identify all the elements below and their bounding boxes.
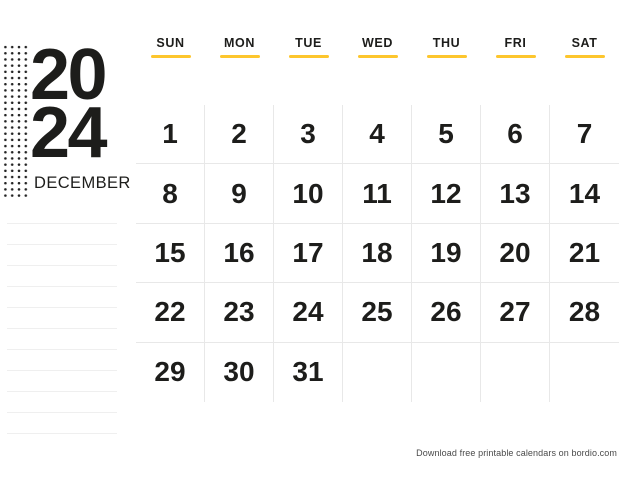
date-cell-4: 4 [343, 105, 412, 164]
weekday-underline [427, 55, 467, 58]
date-cell-5: 5 [412, 105, 481, 164]
date-cell-7: 7 [550, 105, 619, 164]
weekday-label: SUN [156, 36, 185, 50]
year-display [30, 35, 106, 173]
weekday-underline [565, 55, 605, 58]
date-cell-empty [481, 343, 550, 402]
year-line-2: 24 [30, 93, 106, 173]
weekday-underline [358, 55, 398, 58]
date-cell-empty [412, 343, 481, 402]
weekday-header-row [136, 36, 619, 58]
date-cell-6: 6 [481, 105, 550, 164]
calendar-grid [136, 105, 619, 402]
weekday-label: SAT [571, 36, 598, 50]
date-cell-26: 26 [412, 283, 481, 342]
date-cell-empty [343, 343, 412, 402]
date-cell-27: 27 [481, 283, 550, 342]
date-cell-3: 3 [274, 105, 343, 164]
date-cell-2: 2 [205, 105, 274, 164]
weekday-label: MON [224, 36, 255, 50]
date-cell-23: 23 [205, 283, 274, 342]
date-cell-19: 19 [412, 224, 481, 283]
date-cell-8: 8 [136, 164, 205, 223]
date-cell-17: 17 [274, 224, 343, 283]
weekday-label: WED [362, 36, 393, 50]
date-cell-12: 12 [412, 164, 481, 223]
date-cell-28: 28 [550, 283, 619, 342]
weekday-underline [151, 55, 191, 58]
weekday-header-wed [343, 36, 412, 58]
year-line-1: 20 [30, 35, 106, 115]
date-cell-11: 11 [343, 164, 412, 223]
date-cell-15: 15 [136, 224, 205, 283]
date-cell-25: 25 [343, 283, 412, 342]
weekday-header-mon [205, 36, 274, 58]
date-cell-13: 13 [481, 164, 550, 223]
date-cell-30: 30 [205, 343, 274, 402]
footer-credit: Download free printable calendars on bordio.com [416, 448, 617, 458]
date-cell-22: 22 [136, 283, 205, 342]
date-cell-9: 9 [205, 164, 274, 223]
date-cell-empty [550, 343, 619, 402]
month-title: DECEMBER [34, 174, 131, 192]
weekday-header-sat [550, 36, 619, 58]
weekday-underline [289, 55, 329, 58]
date-cell-20: 20 [481, 224, 550, 283]
date-cell-16: 16 [205, 224, 274, 283]
dots-pattern [2, 44, 29, 199]
date-cell-21: 21 [550, 224, 619, 283]
date-cell-10: 10 [274, 164, 343, 223]
date-cell-14: 14 [550, 164, 619, 223]
weekday-header-fri [481, 36, 550, 58]
weekday-label: TUE [295, 36, 322, 50]
notes-lines [7, 203, 117, 436]
weekday-header-thu [412, 36, 481, 58]
weekday-label: FRI [504, 36, 527, 50]
date-cell-18: 18 [343, 224, 412, 283]
date-cell-29: 29 [136, 343, 205, 402]
weekday-header-sun [136, 36, 205, 58]
weekday-header-tue [274, 36, 343, 58]
weekday-underline [220, 55, 260, 58]
weekday-underline [496, 55, 536, 58]
weekday-label: THU [432, 36, 461, 50]
date-cell-1: 1 [136, 105, 205, 164]
date-cell-24: 24 [274, 283, 343, 342]
date-cell-31: 31 [274, 343, 343, 402]
